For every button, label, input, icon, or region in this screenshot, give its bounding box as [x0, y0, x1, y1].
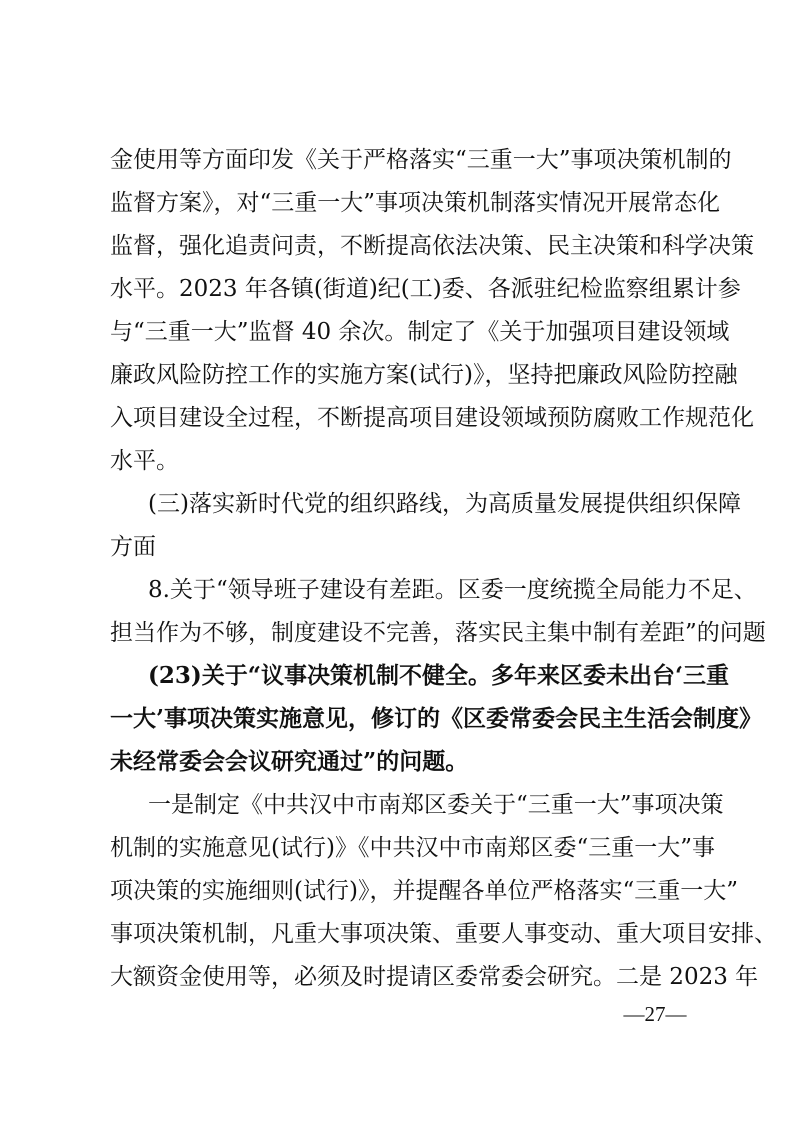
body-text-line: 机制的实施意见(试行)》《中共汉中市南郑区委“三重一大”事	[110, 835, 715, 861]
body-text-line: 项决策的实施细则(试行)》，并提醒各单位严格落实“三重一大”	[110, 878, 738, 904]
body-text-line: 入项目建设全过程，不断提高项目建设领域预防腐败工作规范化	[110, 405, 754, 431]
body-text-line: 监督，强化追责问责，不断提高依法决策、民主决策和科学决策	[110, 233, 754, 259]
body-text-line: 事项决策机制，凡重大事项决策、重要人事变动、重大项目安排、	[110, 921, 777, 947]
body-text-line: 与“三重一大”监督 40 余次。制定了《关于加强项目建设领域	[110, 319, 730, 345]
page-number: —27—	[623, 1002, 687, 1026]
item-8-text: 8.关于“领导班子建设有差距。区委一度统揽全局能力不足、	[148, 577, 757, 603]
body-text-line: 水平。	[110, 448, 179, 474]
body-text-line: 金使用等方面印发《关于严格落实“三重一大”事项决策机制的	[110, 147, 732, 173]
item-8-text: 担当作为不够，制度建设不完善，落实民主集中制有差距”的问题	[110, 620, 766, 646]
body-text-line: 一是制定《中共汉中市南郑区委关于“三重一大”事项决策	[148, 792, 724, 818]
item-23-heading: 一大’事项决策实施意见，修订的《区委常委会民主生活会制度》	[110, 705, 763, 732]
body-text-line: 监督方案》，对“三重一大”事项决策机制落实情况开展常态化	[110, 190, 721, 216]
body-text-line: 大额资金使用等，必须及时提请区委常委会研究。二是 2023 年	[110, 964, 759, 990]
body-text-line: 廉政风险防控工作的实施方案(试行)》，坚持把廉政风险防控融	[110, 362, 738, 388]
section-heading: 方面	[110, 534, 156, 560]
section-heading: (三)落实新时代党的组织路线，为高质量发展提供组织保障	[148, 491, 741, 517]
body-text-line: 水平。2023 年各镇(街道)纪(工)委、各派驻纪检监察组累计参	[110, 276, 741, 302]
item-23-heading: 未经常委会会议研究通过”的问题。	[110, 748, 469, 775]
item-23-heading: (23)关于“议事决策机制不健全。多年来区委未出台‘三重	[148, 662, 730, 689]
